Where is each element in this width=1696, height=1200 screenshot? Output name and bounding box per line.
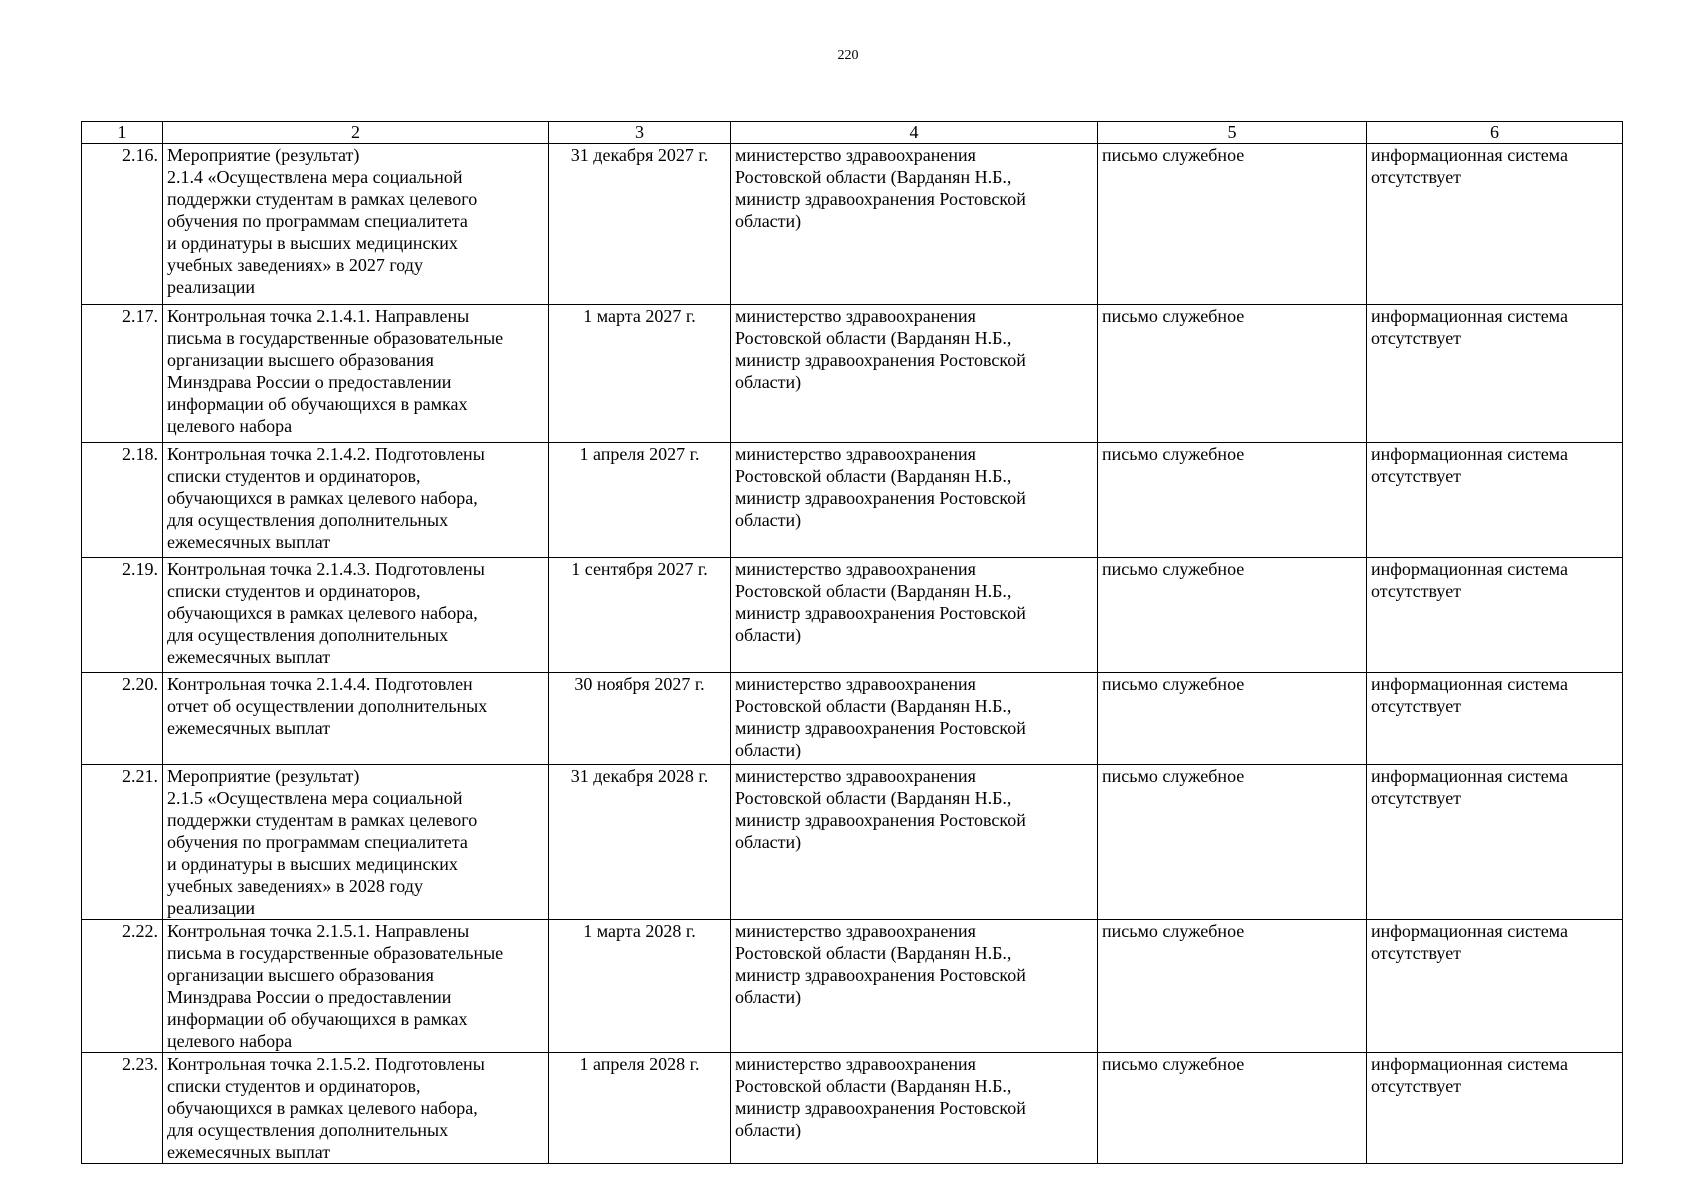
document-type: письмо служебное <box>1098 1053 1367 1164</box>
deadline-date: 1 марта 2027 г. <box>549 305 731 443</box>
table-row <box>82 443 1623 558</box>
header-row <box>82 122 1623 144</box>
deadline-date: 1 марта 2028 г. <box>549 920 731 1053</box>
plan-table <box>81 121 1623 1164</box>
row-number: 2.19. <box>82 558 163 673</box>
event-name: Контрольная точка 2.1.4.4. Подготовлен отчет об осуществлении дополнительных ежемесячных выплат <box>163 673 549 765</box>
row-number: 2.21. <box>82 765 163 920</box>
column-header-6: 6 <box>1367 122 1623 144</box>
event-name: Мероприятие (результат) 2.1.5 «Осуществлена мера социальной поддержки студентам в рамках целевого обучения по программам специалитета и ординатуры в высших медицинских учебных заведениях» в 2028 году реализации <box>163 765 549 920</box>
row-number: 2.16. <box>82 144 163 305</box>
row-number: 2.20. <box>82 673 163 765</box>
document-type: письмо служебное <box>1098 920 1367 1053</box>
row-number: 2.17. <box>82 305 163 443</box>
row-number: 2.18. <box>82 443 163 558</box>
document-type: письмо служебное <box>1098 443 1367 558</box>
responsible-party: министерство здравоохранения Ростовской области (Варданян Н.Б., министр здравоохранения Ростовской области) <box>731 443 1098 558</box>
row-number: 2.23. <box>82 1053 163 1164</box>
event-name: Контрольная точка 2.1.5.1. Направлены письма в государственные образовательные организации высшего образования Минздрава России о предоставлении информации об обучающихся в рамках целевого набора <box>163 920 549 1053</box>
column-header-3: 3 <box>549 122 731 144</box>
document-type: письмо служебное <box>1098 144 1367 305</box>
table-row <box>82 920 1623 1053</box>
column-header-4: 4 <box>731 122 1098 144</box>
table-row <box>82 1053 1623 1164</box>
row-number: 2.22. <box>82 920 163 1053</box>
information-system: информационная система отсутствует <box>1367 920 1623 1053</box>
deadline-date: 30 ноября 2027 г. <box>549 673 731 765</box>
column-header-2: 2 <box>163 122 549 144</box>
responsible-party: министерство здравоохранения Ростовской области (Варданян Н.Б., министр здравоохранения Ростовской области) <box>731 673 1098 765</box>
document-type: письмо служебное <box>1098 765 1367 920</box>
responsible-party: министерство здравоохранения Ростовской области (Варданян Н.Б., министр здравоохранения Ростовской области) <box>731 558 1098 673</box>
document-type: письмо служебное <box>1098 558 1367 673</box>
responsible-party: министерство здравоохранения Ростовской области (Варданян Н.Б., министр здравоохранения Ростовской области) <box>731 144 1098 305</box>
responsible-party: министерство здравоохранения Ростовской области (Варданян Н.Б., министр здравоохранения Ростовской области) <box>731 920 1098 1053</box>
deadline-date: 1 сентября 2027 г. <box>549 558 731 673</box>
table-row <box>82 558 1623 673</box>
deadline-date: 31 декабря 2027 г. <box>549 144 731 305</box>
information-system: информационная система отсутствует <box>1367 1053 1623 1164</box>
responsible-party: министерство здравоохранения Ростовской области (Варданян Н.Б., министр здравоохранения Ростовской области) <box>731 305 1098 443</box>
information-system: информационная система отсутствует <box>1367 765 1623 920</box>
deadline-date: 1 апреля 2027 г. <box>549 443 731 558</box>
page-number: 220 <box>837 48 859 63</box>
event-name: Мероприятие (результат) 2.1.4 «Осуществлена мера социальной поддержки студентам в рамках целевого обучения по программам специалитета и ординатуры в высших медицинских учебных заведениях» в 2027 году реализации <box>163 144 549 305</box>
event-name: Контрольная точка 2.1.5.2. Подготовлены списки студентов и ординаторов, обучающихся в рамках целевого набора, для осуществления дополнительных ежемесячных выплат <box>163 1053 549 1164</box>
information-system: информационная система отсутствует <box>1367 443 1623 558</box>
event-name: Контрольная точка 2.1.4.1. Направлены письма в государственные образовательные организации высшего образования Минздрава России о предоставлении информации об обучающихся в рамках целевого набора <box>163 305 549 443</box>
column-header-5: 5 <box>1098 122 1367 144</box>
document-type: письмо служебное <box>1098 673 1367 765</box>
document-type: письмо служебное <box>1098 305 1367 443</box>
information-system: информационная система отсутствует <box>1367 144 1623 305</box>
event-name: Контрольная точка 2.1.4.2. Подготовлены списки студентов и ординаторов, обучающихся в рамках целевого набора, для осуществления дополнительных ежемесячных выплат <box>163 443 549 558</box>
responsible-party: министерство здравоохранения Ростовской области (Варданян Н.Б., министр здравоохранения Ростовской области) <box>731 1053 1098 1164</box>
information-system: информационная система отсутствует <box>1367 305 1623 443</box>
information-system: информационная система отсутствует <box>1367 558 1623 673</box>
deadline-date: 31 декабря 2028 г. <box>549 765 731 920</box>
deadline-date: 1 апреля 2028 г. <box>549 1053 731 1164</box>
table-row <box>82 305 1623 443</box>
table-row <box>82 765 1623 920</box>
table-row <box>82 144 1623 305</box>
event-name: Контрольная точка 2.1.4.3. Подготовлены списки студентов и ординаторов, обучающихся в рамках целевого набора, для осуществления дополнительных ежемесячных выплат <box>163 558 549 673</box>
column-header-1: 1 <box>82 122 163 144</box>
information-system: информационная система отсутствует <box>1367 673 1623 765</box>
table-row <box>82 673 1623 765</box>
responsible-party: министерство здравоохранения Ростовской области (Варданян Н.Б., министр здравоохранения Ростовской области) <box>731 765 1098 920</box>
